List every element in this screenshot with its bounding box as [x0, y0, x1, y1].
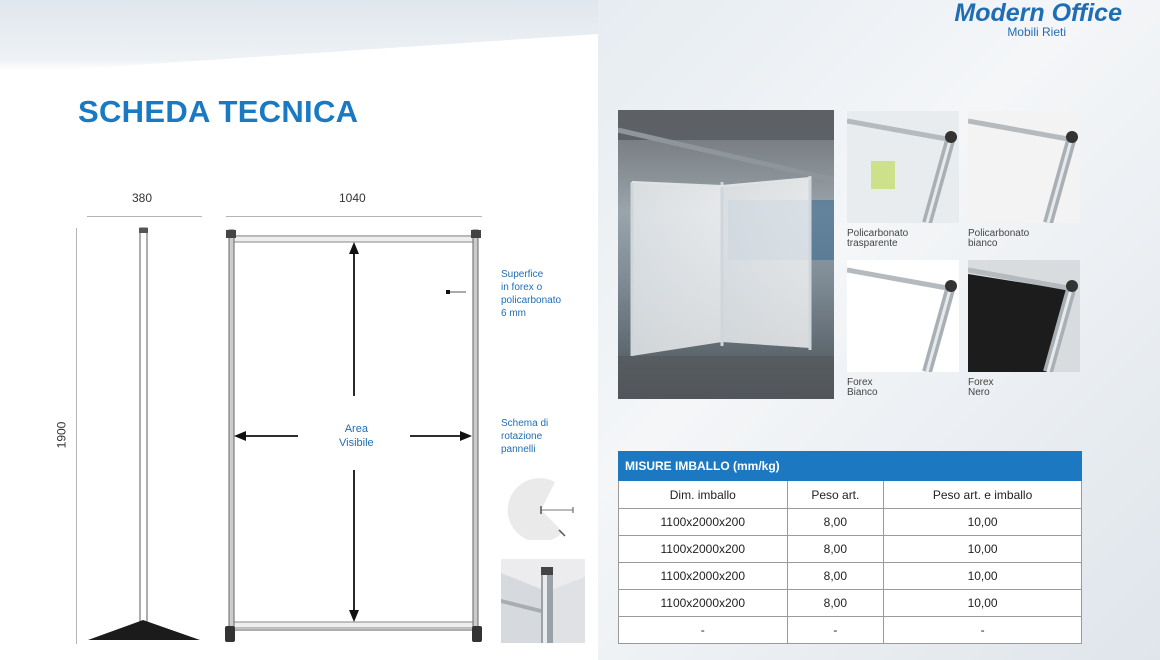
column-header: Peso art.: [787, 481, 884, 509]
table-cell: 10,00: [884, 536, 1082, 563]
table-cell: 1100x2000x200: [619, 563, 788, 590]
column-header: Dim. imballo: [619, 481, 788, 509]
table-cell: 10,00: [884, 563, 1082, 590]
table-cell: 1100x2000x200: [619, 590, 788, 617]
front-view-top-rail: [230, 236, 476, 242]
packaging-table: [618, 451, 1082, 644]
rotation-diagram: [507, 478, 581, 540]
front-view-right-pole: [473, 230, 478, 638]
table-header-row: [619, 481, 1082, 509]
table-row: [619, 536, 1082, 563]
swatch-caption-1: Policarbonato trasparente: [847, 228, 909, 249]
swatch-policarbonato-bianco: [968, 111, 1080, 223]
brand-subtitle: Mobili Rieti: [1007, 25, 1066, 39]
swatch-caption-2: Policarbonato bianco: [968, 228, 1030, 249]
table-cell: -: [619, 617, 788, 644]
table-cell: 8,00: [787, 590, 884, 617]
swatch-policarbonato-trasparente: [847, 111, 959, 223]
table-row: [619, 617, 1082, 644]
page-title: SCHEDA TECNICA: [78, 94, 359, 129]
swatch-forex-bianco: [847, 260, 959, 372]
dimension-line-front: [226, 216, 482, 217]
table-cell: 1100x2000x200: [619, 509, 788, 536]
brand-name: Modern Office: [954, 0, 1122, 27]
technical-drawing: [80, 222, 510, 647]
dimension-height: 1900: [54, 421, 69, 449]
side-view-base: [88, 620, 200, 640]
dimension-line-side: [87, 216, 202, 217]
table-cell: 8,00: [787, 536, 884, 563]
dimension-line-height: [76, 228, 77, 644]
side-view-pole: [140, 228, 147, 626]
dimension-front-width: 1040: [339, 191, 366, 205]
table-cell: -: [787, 617, 884, 644]
table-cell: 8,00: [787, 509, 884, 536]
table-cell: -: [884, 617, 1082, 644]
dimension-side-width: 380: [132, 191, 153, 205]
swatch-caption-4: Forex Nero: [968, 377, 994, 398]
column-header: Peso art. e imballo: [884, 481, 1082, 509]
table-cell: 10,00: [884, 590, 1082, 617]
table-title: MISURE IMBALLO (mm/kg): [619, 452, 1082, 481]
swatch-caption-3: Forex Bianco: [847, 377, 878, 398]
front-view-bottom-rail: [230, 622, 476, 628]
side-view-cap: [139, 228, 148, 233]
table-cell: 1100x2000x200: [619, 536, 788, 563]
product-photo: [618, 110, 834, 399]
table-cell: 8,00: [787, 563, 884, 590]
front-view-left-pole: [229, 230, 234, 638]
rotation-note: Schema di rotazione pannelli: [501, 418, 549, 455]
table-row: [619, 509, 1082, 536]
table-row: [619, 563, 1082, 590]
joint-detail-photo: [501, 559, 585, 643]
visible-area-label: Area Visibile: [339, 423, 374, 449]
brand-logo: [954, 0, 1122, 39]
table-cell: 10,00: [884, 509, 1082, 536]
swatch-forex-nero: [968, 260, 1080, 372]
table-row: [619, 590, 1082, 617]
surface-note: Superfice in forex o policarbonato 6 mm: [501, 269, 562, 319]
